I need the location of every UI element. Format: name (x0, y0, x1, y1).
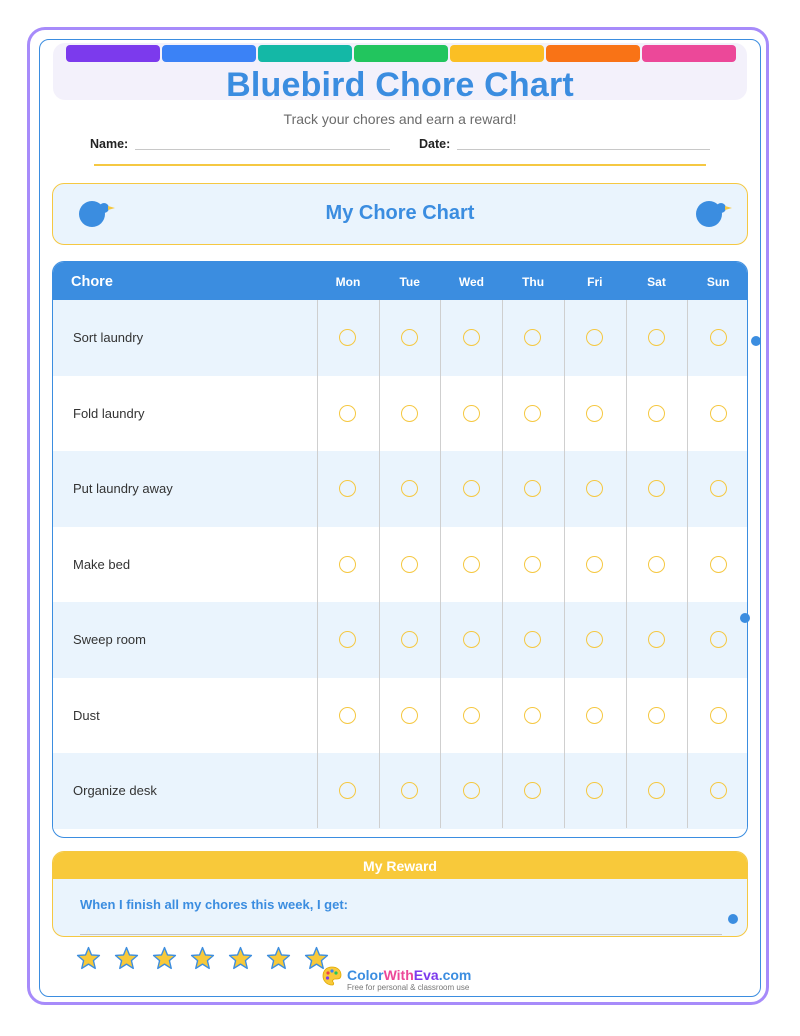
table-row (53, 451, 747, 527)
check-circle[interactable] (339, 405, 356, 422)
column-divider (440, 300, 441, 828)
check-circle[interactable] (524, 631, 541, 648)
check-circle[interactable] (339, 631, 356, 648)
check-circle[interactable] (524, 329, 541, 346)
date-label: Date: (419, 137, 451, 151)
check-circle[interactable] (401, 707, 418, 724)
decor-dot (728, 914, 738, 924)
chore-label: Sort laundry (73, 330, 144, 345)
check-circle[interactable] (648, 480, 665, 497)
star-icon[interactable] (266, 946, 291, 971)
brand-part-1: Color (347, 967, 384, 983)
chore-label: Put laundry away (73, 481, 173, 496)
stripe-segment (258, 45, 352, 62)
check-circle[interactable] (401, 782, 418, 799)
reward-box (52, 851, 748, 937)
check-circle[interactable] (586, 782, 603, 799)
brand-part-3: Eva (413, 967, 439, 983)
column-divider (564, 300, 565, 828)
day-header-wed: Wed (458, 275, 484, 289)
check-circle[interactable] (401, 405, 418, 422)
check-circle[interactable] (648, 782, 665, 799)
reward-write-line[interactable] (80, 934, 722, 935)
palette-icon (322, 966, 342, 986)
check-circle[interactable] (339, 556, 356, 573)
check-circle[interactable] (524, 556, 541, 573)
star-row (76, 946, 329, 971)
check-circle[interactable] (710, 782, 727, 799)
check-circle[interactable] (524, 707, 541, 724)
day-header-fri: Fri (587, 275, 603, 289)
day-header-sun: Sun (706, 275, 730, 289)
check-circle[interactable] (524, 782, 541, 799)
stripe-segment (450, 45, 544, 62)
table-row (53, 527, 747, 603)
star-icon[interactable] (152, 946, 177, 971)
check-circle[interactable] (586, 405, 603, 422)
stripe-segment (546, 45, 640, 62)
table-row (53, 602, 747, 678)
brand-part-4: .com (438, 967, 472, 983)
divider-rule (94, 164, 706, 166)
check-circle[interactable] (463, 329, 480, 346)
check-circle[interactable] (710, 329, 727, 346)
page-title: Bluebird Chore Chart (226, 66, 574, 104)
check-circle[interactable] (463, 480, 480, 497)
check-circle[interactable] (463, 782, 480, 799)
table-row (53, 300, 747, 376)
column-divider (317, 300, 318, 828)
stripe-segment (66, 45, 160, 62)
star-icon[interactable] (228, 946, 253, 971)
check-circle[interactable] (648, 556, 665, 573)
check-circle[interactable] (463, 631, 480, 648)
check-circle[interactable] (586, 480, 603, 497)
column-divider (379, 300, 380, 828)
star-icon[interactable] (114, 946, 139, 971)
check-circle[interactable] (710, 405, 727, 422)
stripe-segment (162, 45, 256, 62)
reward-title: My Reward (53, 852, 747, 879)
check-circle[interactable] (710, 556, 727, 573)
check-circle[interactable] (648, 631, 665, 648)
table-row (53, 678, 747, 754)
column-divider (687, 300, 688, 828)
check-circle[interactable] (401, 556, 418, 573)
bluebird-icon-right (694, 198, 734, 228)
stripe-segment (642, 45, 736, 62)
check-circle[interactable] (586, 556, 603, 573)
check-circle[interactable] (648, 405, 665, 422)
banner-title: My Chore Chart (325, 202, 475, 224)
day-header-sat: Sat (647, 275, 666, 289)
chart-banner (52, 183, 748, 245)
check-circle[interactable] (401, 480, 418, 497)
brand-tagline: Free for personal & classroom use (347, 983, 470, 992)
brand-part-2: With (383, 967, 414, 983)
table-row (53, 376, 747, 452)
check-circle[interactable] (463, 556, 480, 573)
check-circle[interactable] (586, 707, 603, 724)
check-circle[interactable] (401, 631, 418, 648)
rainbow-stripes (66, 45, 736, 62)
chore-label: Organize desk (73, 783, 157, 798)
check-circle[interactable] (339, 329, 356, 346)
check-circle[interactable] (401, 329, 418, 346)
check-circle[interactable] (524, 405, 541, 422)
check-circle[interactable] (586, 631, 603, 648)
table-row (53, 753, 747, 829)
star-icon[interactable] (76, 946, 101, 971)
check-circle[interactable] (710, 707, 727, 724)
table-header (53, 262, 747, 300)
column-divider (626, 300, 627, 828)
check-circle[interactable] (648, 707, 665, 724)
check-circle[interactable] (463, 405, 480, 422)
column-divider (502, 300, 503, 828)
check-circle[interactable] (524, 480, 541, 497)
brand-name (347, 967, 471, 983)
chore-label: Fold laundry (73, 405, 145, 421)
day-header-thu: Thu (522, 275, 545, 289)
check-circle[interactable] (463, 707, 480, 724)
chore-table (52, 261, 748, 838)
check-circle[interactable] (339, 782, 356, 799)
day-header-mon: Mon (335, 275, 361, 289)
check-circle[interactable] (710, 631, 727, 648)
stripe-segment (354, 45, 448, 62)
check-circle[interactable] (586, 329, 603, 346)
decor-dot (751, 336, 761, 346)
date-line[interactable] (457, 149, 710, 150)
check-circle[interactable] (339, 480, 356, 497)
day-header-tue: Tue (399, 275, 420, 289)
chore-label: Dust (73, 707, 100, 723)
page-subtitle: Track your chores and earn a reward! (283, 111, 517, 127)
chore-label: Make bed (73, 556, 131, 572)
reward-prompt: When I finish all my chores this week, I get: (80, 897, 349, 912)
check-circle[interactable] (648, 329, 665, 346)
chore-label: Sweep room (73, 632, 146, 647)
name-label: Name: (90, 137, 129, 151)
name-line[interactable] (135, 149, 390, 150)
star-icon[interactable] (190, 946, 215, 971)
check-circle[interactable] (339, 707, 356, 724)
decor-dot (740, 613, 750, 623)
check-circle[interactable] (710, 480, 727, 497)
chore-column-header: Chore (71, 274, 113, 290)
